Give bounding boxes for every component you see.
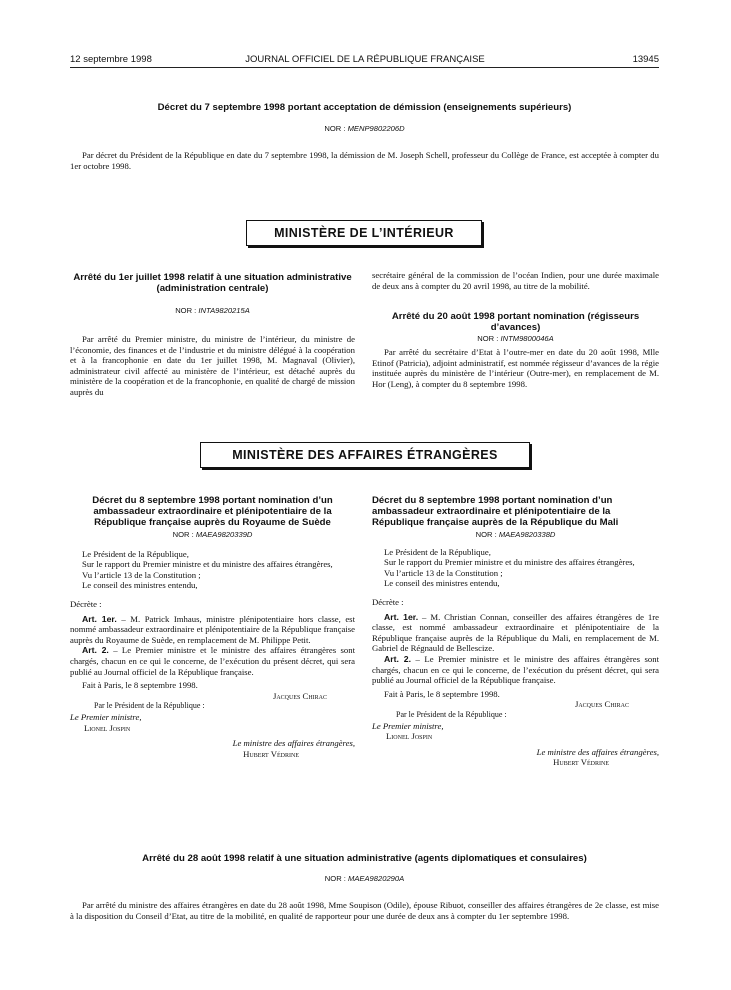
decret-title-1: Décret du 7 septembre 1998 portant acceptation de démission (enseignements supérieurs) — [157, 102, 572, 113]
ministry-heading-interieur: MINISTÈRE DE L’INTÉRIEUR — [246, 220, 482, 246]
decret-mali — [372, 495, 659, 768]
pm-name: Lionel Jospin — [84, 722, 131, 733]
arrete-body-6: Par arrêté du ministre des affaires étrangères en date du 28 août 1998, Mme Soupison (Odile), épouse Ribuot, conseiller des affaires étrangères de 2e classe, est mise à la disposition du Conseil d’Etat, au titre de la mobilité, en qualité de rapporteur pour une durée de deux ans à compter du 1er septembre 1998. — [70, 900, 659, 921]
visa-line-2: Sur le rapport du Premier ministre et du ministre des affaires étrangères, — [82, 559, 333, 570]
article-2: Art. 2. – Le Premier ministre et le ministre des affaires étrangères sont chargés, chacun en ce qui le concerne, de l’exécution du présent décret, qui sera publié au Journal officiel de la République française. — [372, 653, 659, 686]
visa-line-4: Le conseil des ministres entendu, — [82, 580, 198, 591]
visa-line-3: Vu l’article 13 de la Constitution ; — [384, 567, 503, 578]
nor-3: NOR : INTM9800046A — [477, 334, 554, 343]
fait-a-paris: Fait à Paris, le 8 septembre 1998. — [384, 688, 500, 699]
visa-line-3: Vu l’article 13 de la Constitution ; — [82, 569, 201, 580]
nor-1: NOR : MENP9802206D — [324, 124, 405, 133]
header-journal: JOURNAL OFFICIEL DE LA RÉPUBLIQUE FRANÇAISE — [245, 54, 485, 65]
nor-2: NOR : INTA9820215A — [175, 306, 250, 315]
header-page: 13945 — [632, 54, 659, 65]
nor-6: NOR : MAEA9820290A — [324, 874, 405, 883]
decret-title-5: Décret du 8 septembre 1998 portant nomination d’un ambassadeur extraordinaire et plénipotentiaire de la République française auprès de la République du Mali — [372, 495, 619, 528]
minister-title: Le ministre des affaires étrangères, — [536, 746, 659, 757]
minister-name: Hubert Védrine — [243, 748, 299, 759]
minister-name: Hubert Védrine — [553, 757, 609, 768]
visa-line-1: Le Président de la République, — [384, 546, 491, 557]
article-1: Art. 1er. – M. Christian Connan, conseiller des affaires étrangères de 1re classe, est nommé ambassadeur extraordinaire et plénipotentiaire de la République française auprès de la République du Mali, en remplacement de M. Gabriel de Régnauld de Bellescize. — [372, 611, 659, 654]
decrete-label: Décrète : — [70, 598, 102, 609]
header-rule — [70, 67, 659, 68]
nor-5: NOR : MAEA9820338D — [475, 530, 556, 539]
par-le-president: Par le Président de la République : — [94, 701, 205, 711]
decret-body-1: Par décret du Président de la République en date du 7 septembre 1998, la démission de M. Joseph Schell, professeur du Collège de France, est acceptée à compter du 1er octobre 1998. — [70, 150, 659, 171]
par-le-president: Par le Président de la République : — [396, 709, 507, 719]
article-2: Art. 2. – Le Premier ministre et le ministre des affaires étrangères sont chargés, chacun en ce qui le concerne, de l’exécution du présent décret, qui sera publié au Journal officiel de la République française. — [70, 645, 355, 677]
decret-suede — [70, 495, 355, 759]
arrete-body-2: Par arrêté du Premier ministre, du ministre de l’intérieur, du ministre de l’économie, des finances et de l’industrie et du ministre délégué à la coopération et à la francophonie en date du 1er juillet 1998, M. Magnaval (Olivier), administrateur civil affecté au ministère de l’intérieur, est détaché auprès du ministère de la coopération et de la francophonie, en qualité de chargé de mission auprès du — [70, 334, 355, 397]
nor-4: NOR : MAEA9820339D — [172, 530, 253, 539]
minister-title: Le ministre des affaires étrangères, — [232, 738, 355, 749]
pm-title: Le Premier ministre, — [372, 720, 444, 731]
decret-title-4: Décret du 8 septembre 1998 portant nomination d’un ambassadeur extraordinaire et plénipotentiaire de la République française auprès du Royaume de Suède — [92, 495, 333, 528]
arrete-title-2: Arrêté du 1er juillet 1998 relatif à une situation administrative (administration centrale) — [73, 272, 352, 294]
arrete-body-3: Par arrêté du secrétaire d’Etat à l’outre-mer en date du 20 août 1998, Mlle Etinof (Patricia), adjoint administratif, est nommée régisseur d’avances de la régie instituée auprès du ministère de l’intérieur (Outre-mer), en remplacement de M. Hor (Leng), à compter du 8 septembre 1998. — [372, 347, 659, 389]
article-1: Art. 1er. – M. Patrick Imhaus, ministre plénipotentiaire hors classe, est nommé ambassadeur extraordinaire et plénipotentiaire de la République française auprès du Royaume de Suède, en remplacement de M. Philippe Petit. — [70, 613, 355, 645]
arrete-title-6: Arrêté du 28 août 1998 relatif à une situation administrative (agents diplomatiques et consulaires) — [142, 853, 587, 864]
visa-line-2: Sur le rapport du Premier ministre et du ministre des affaires étrangères, — [384, 557, 635, 568]
fait-a-paris: Fait à Paris, le 8 septembre 1998. — [82, 680, 198, 691]
header-date: 12 septembre 1998 — [70, 54, 152, 65]
signature-president: Jacques Chirac — [272, 690, 327, 701]
signature-president: Jacques Chirac — [574, 699, 629, 710]
visa-line-4: Le conseil des ministres entendu, — [384, 578, 500, 589]
arrete-title-3: Arrêté du 20 août 1998 portant nomination (régisseurs d’avances) — [391, 311, 640, 333]
pm-name: Lionel Jospin — [386, 731, 433, 742]
arrete-body-2-continued: secrétaire général de la commission de l’océan Indien, pour une durée maximale de deux ans à compter du 20 avril 1998, au titre de la mobilité. — [372, 270, 659, 291]
ministry-heading-affaires-etrangeres: MINISTÈRE DES AFFAIRES ÉTRANGÈRES — [200, 442, 530, 468]
decrete-label: Décrète : — [372, 596, 404, 607]
pm-title: Le Premier ministre, — [70, 711, 142, 722]
visa-line-1: Le Président de la République, — [82, 548, 189, 559]
